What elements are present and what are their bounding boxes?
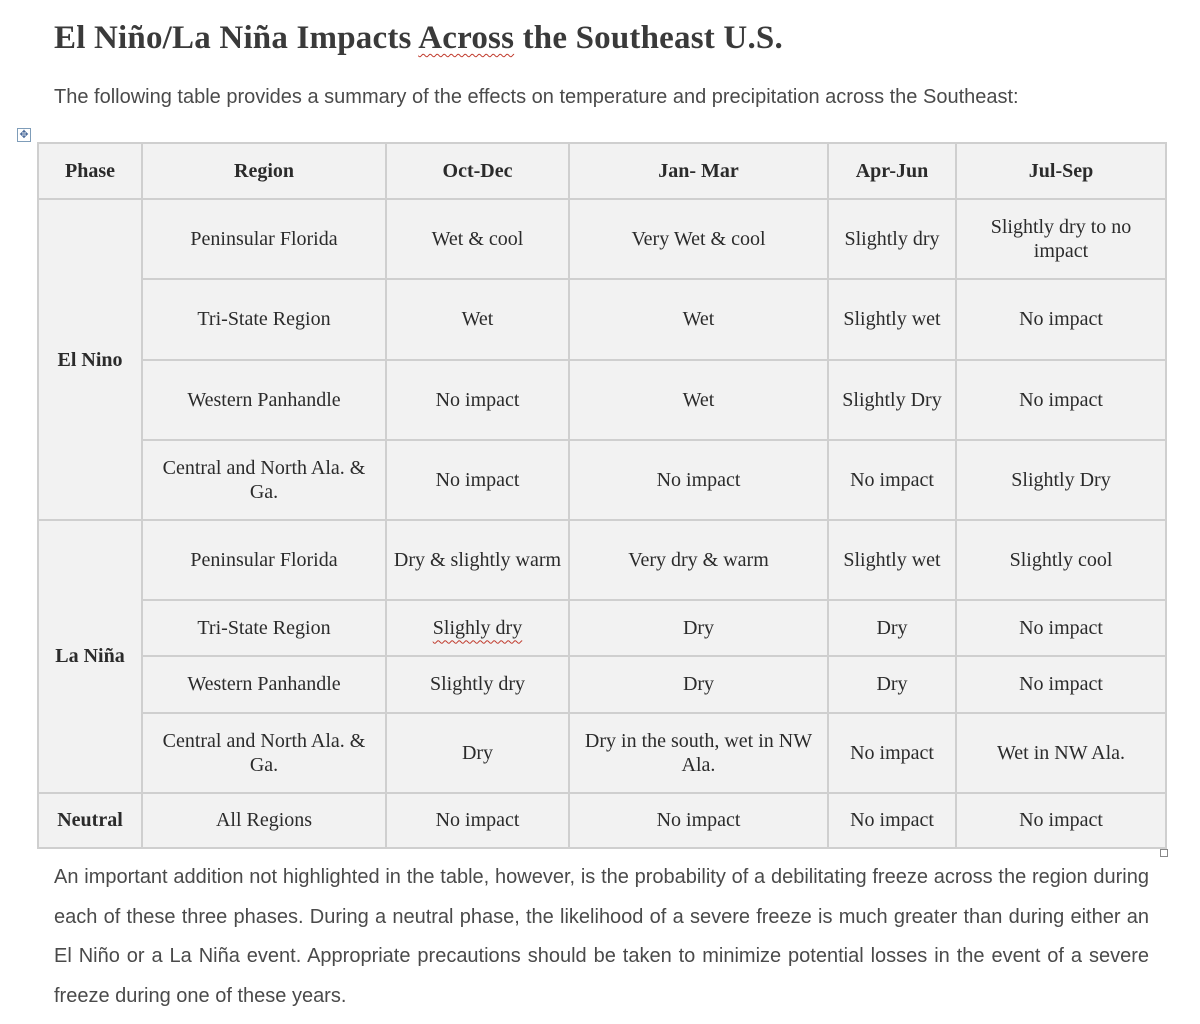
table-resize-handle[interactable] [1160,849,1168,857]
header-jan-mar: Jan- Mar [569,143,828,199]
table-row [38,600,1166,656]
jan-mar-cell: Very Wet & cool [569,199,828,279]
oct-dec-cell: No impact [386,793,569,848]
table-header-row [38,143,1166,199]
region-cell: Peninsular Florida [142,199,386,279]
region-cell: All Regions [142,793,386,848]
jul-sep-cell: Wet in NW Ala. [956,713,1166,793]
title-text-end: the Southeast U.S. [514,20,783,56]
apr-jun-cell: No impact [828,793,956,848]
jan-mar-cell: Very dry & warm [569,520,828,600]
table-row [38,520,1166,600]
title-text-start: El Niño/La Niña Impacts [54,20,419,56]
title-spellcheck-word: Across [418,20,515,56]
jul-sep-cell: No impact [956,360,1166,440]
apr-jun-cell: Slightly wet [828,279,956,359]
region-cell: Central and North Ala. & Ga. [142,440,386,520]
oct-dec-cell: Dry & slightly warm [386,520,569,600]
table-row [38,713,1166,793]
jan-mar-cell: No impact [569,440,828,520]
intro-paragraph: The following table provides a summary of the effects on temperature and precipitation across the Southeast: [54,86,1019,108]
table-row [38,279,1166,359]
region-cell: Peninsular Florida [142,520,386,600]
oct-dec-cell: Wet & cool [386,199,569,279]
jul-sep-cell: No impact [956,600,1166,656]
table-row [38,656,1166,712]
jan-mar-cell: Dry [569,600,828,656]
region-cell: Tri-State Region [142,279,386,359]
header-jul-sep: Jul-Sep [956,143,1166,199]
phase-neutral: Neutral [38,793,142,848]
page-title [54,20,783,57]
region-cell: Western Panhandle [142,360,386,440]
table-row [38,793,1166,848]
jul-sep-cell: Slightly dry to no impact [956,199,1166,279]
jul-sep-cell: No impact [956,656,1166,712]
region-cell: Western Panhandle [142,656,386,712]
jan-mar-cell: Dry in the south, wet in NW Ala. [569,713,828,793]
apr-jun-cell: Slightly dry [828,199,956,279]
apr-jun-cell: Dry [828,600,956,656]
jul-sep-cell: Slightly cool [956,520,1166,600]
apr-jun-cell: Dry [828,656,956,712]
oct-dec-cell [386,600,569,656]
jul-sep-cell: No impact [956,793,1166,848]
table-row [38,199,1166,279]
jan-mar-cell: Dry [569,656,828,712]
region-cell: Central and North Ala. & Ga. [142,713,386,793]
apr-jun-cell: No impact [828,713,956,793]
oct-dec-cell: No impact [386,440,569,520]
impacts-table [37,142,1167,849]
jan-mar-cell: No impact [569,793,828,848]
oct-dec-cell: Dry [386,713,569,793]
header-region: Region [142,143,386,199]
header-phase: Phase [38,143,142,199]
table-row [38,360,1166,440]
jul-sep-cell: Slightly Dry [956,440,1166,520]
header-oct-dec: Oct-Dec [386,143,569,199]
oct-dec-cell: Slightly dry [386,656,569,712]
apr-jun-cell: Slightly wet [828,520,956,600]
jan-mar-cell: Wet [569,279,828,359]
jan-mar-cell: Wet [569,360,828,440]
phase-la-nina: La Niña [38,520,142,793]
oct-dec-cell: Wet [386,279,569,359]
apr-jun-cell: No impact [828,440,956,520]
phase-el-nino: El Nino [38,199,142,520]
region-cell: Tri-State Region [142,600,386,656]
table-row [38,440,1166,520]
oct-dec-cell: No impact [386,360,569,440]
header-apr-jun: Apr-Jun [828,143,956,199]
jul-sep-cell: No impact [956,279,1166,359]
apr-jun-cell: Slightly Dry [828,360,956,440]
table-move-handle-icon[interactable]: ✥ [17,128,31,142]
spellcheck-word: Slighly dry [432,617,523,640]
closing-paragraph: An important addition not highlighted in the table, however, is the probability of a debilitating freeze across the region during each of these three phases. During a neutral phase, the likelihood of a severe freeze is much greater than during either an El Niño or a La Niña event. Appropriate precautions should be taken to minimize potential losses in the event of a severe freeze during one of these years. [54,866,1149,1007]
